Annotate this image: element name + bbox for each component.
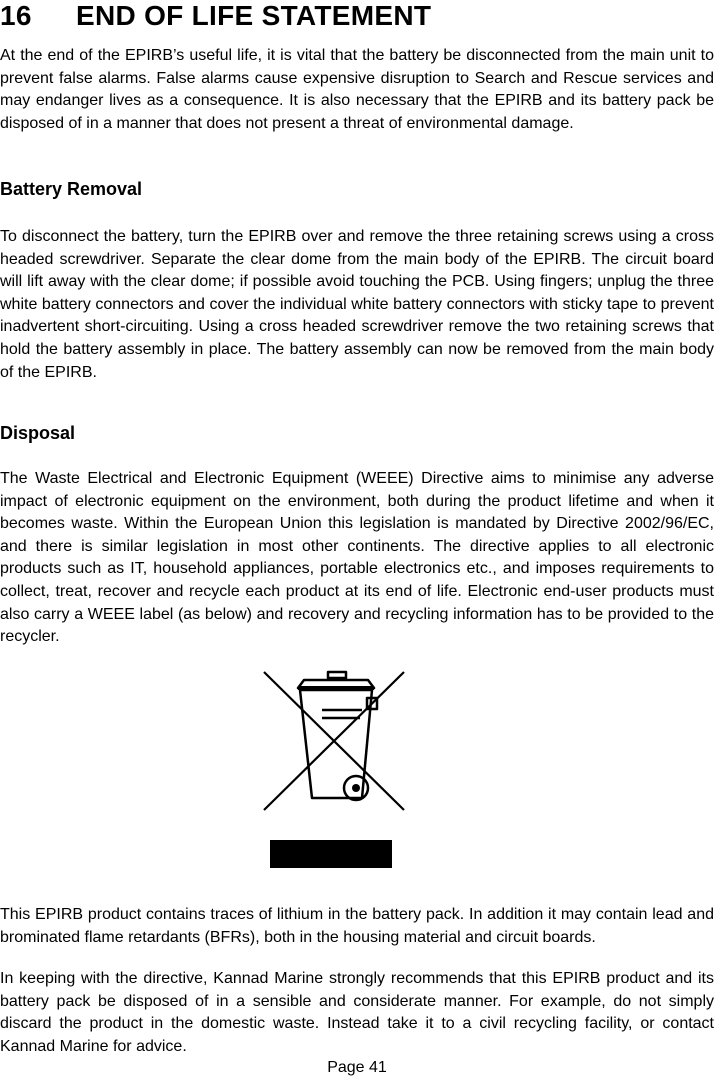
disposal-heading: Disposal: [0, 423, 76, 443]
intro-paragraph: At the end of the EPIRB’s useful life, it is vital that the battery be disconnected from the main unit to prevent false alarms. False alarms cause expensive disruption to Search and Rescue services and may endanger lives as a consequence. It is also necessary that the EPIRB and its battery pack be disposed of in a manner that does not present a threat of environmental damage.: [0, 47, 714, 132]
weee-black-bar: [270, 840, 392, 868]
lithium-paragraph: This EPIRB product contains traces of lithium in the battery pack. In addition it may contain lead and brominated flame retardants (BFRs), both in the housing material and circuit boards.: [0, 906, 714, 946]
weee-bin-icon: [256, 668, 412, 840]
section-title: END OF LIFE STATEMENT: [76, 0, 432, 31]
page-number: Page 41: [327, 1059, 387, 1076]
recommendation-paragraph: In keeping with the directive, Kannad Marine strongly recommends that this EPIRB product and its battery pack be disposed of in a sensible and considerate manner. For example, do not simply discard the product in the domestic waste. Instead take it to a civil recycling facility, or contact Kannad Marine for advice.: [0, 970, 714, 1055]
battery-removal-heading: Battery Removal: [0, 179, 143, 199]
disposal-paragraph: The Waste Electrical and Electronic Equipment (WEEE) Directive aims to minimise any adverse impact of electronic equipment on the environment, both during the product lifetime and when it becomes waste. Within the European Union this legislation is mandated by Directive 2002/96/EC, and there is similar legislation in most other continents. The directive applies to all electronic products such as IT, household appliances, portable electronics etc., and imposes requirements to collect, treat, recover and recycle each product at its end of life. Electronic end-user products must also carry a WEEE label (as below) and recovery and recycling information has to be provided to the recycler.: [0, 470, 714, 646]
section-number: 16: [0, 0, 32, 31]
battery-removal-paragraph: To disconnect the battery, turn the EPIRB over and remove the three retaining screws using a cross headed screwdriver. Separate the clear dome from the main body of the EPIRB. The circuit board will lift away with the clear dome; if possible avoid touching the PCB. Using fingers; unplug the three white battery connectors and cover the individual white battery connectors with sticky tape to prevent inadvertent short-circuiting. Using a cross headed screwdriver remove the two retaining screws that hold the battery assembly in place. The battery assembly can now be removed from the main body of the EPIRB.: [0, 228, 714, 381]
section-heading: [0, 0, 431, 32]
